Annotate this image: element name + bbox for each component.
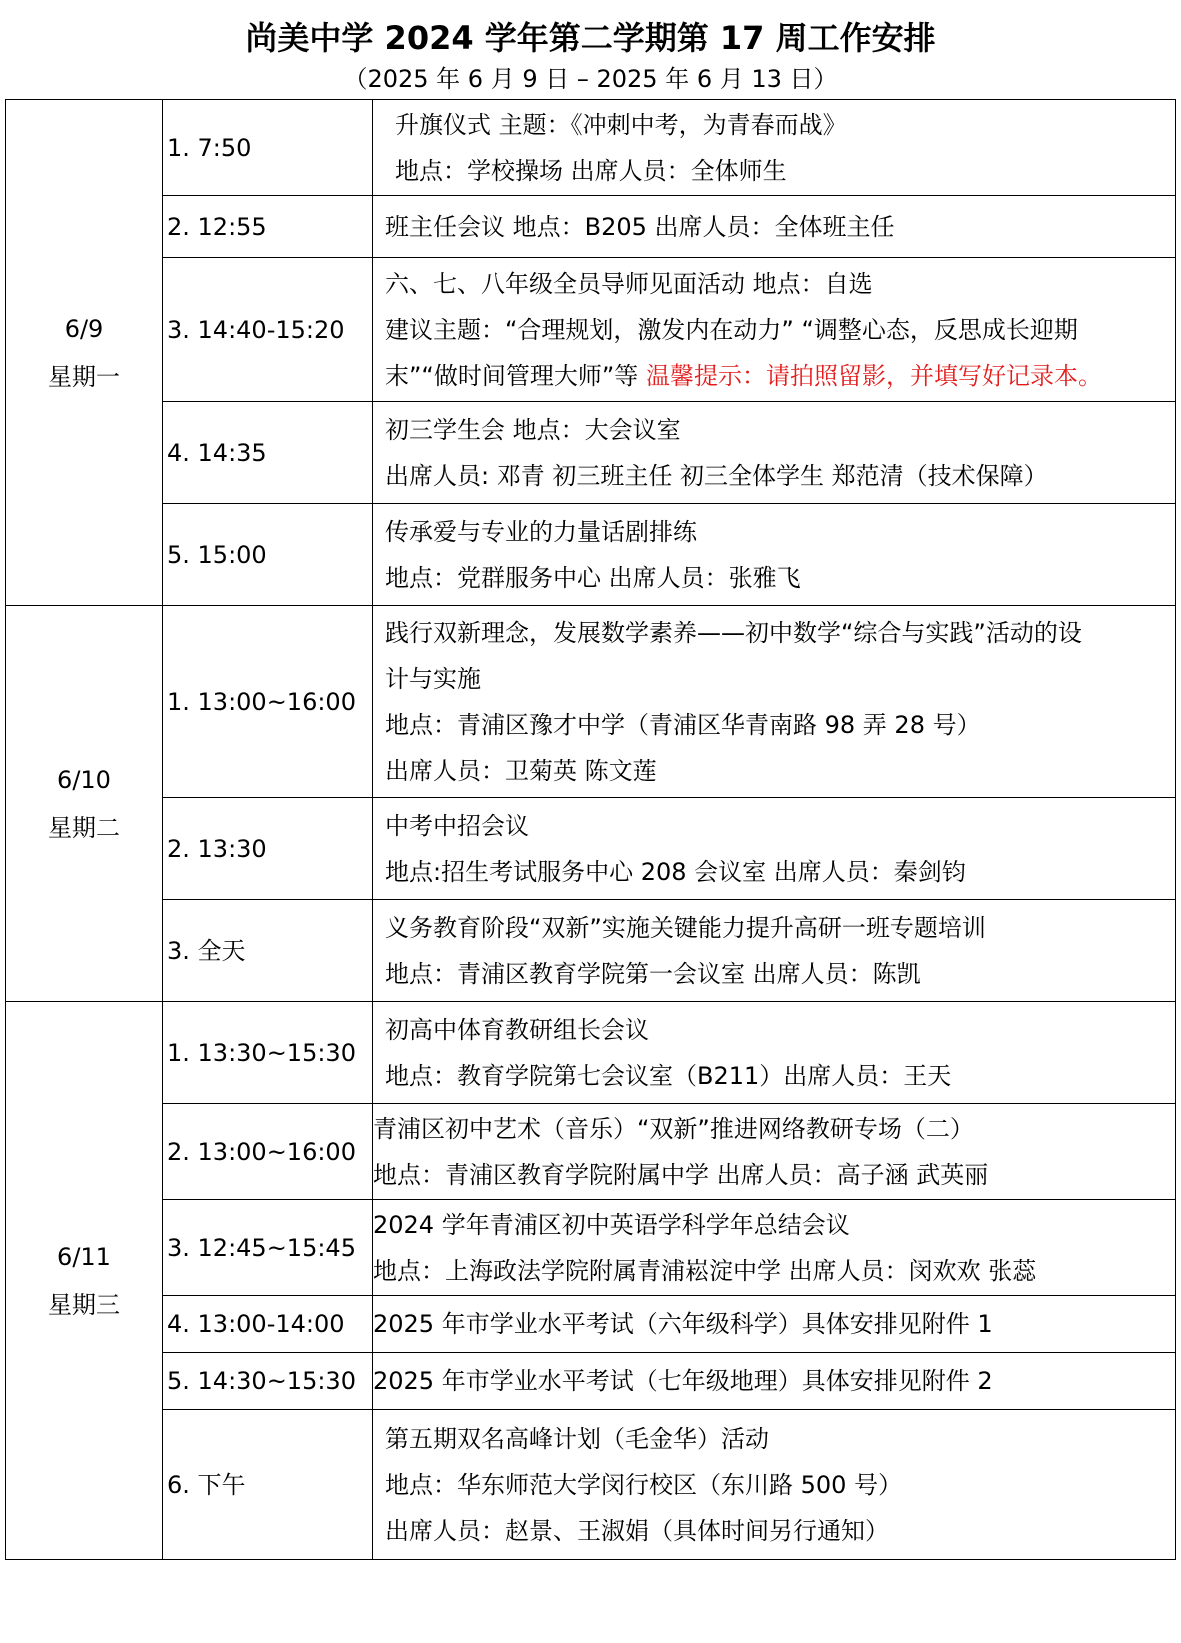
item-content	[373, 1104, 1176, 1200]
content-line: 出席人员：赵景、王淑娟（具体时间另行通知）	[385, 1516, 889, 1545]
content-line: 地点:招生考试服务中心 208 会议室 出席人员：秦剑钧	[385, 857, 966, 886]
item-time: 1. 13:30~15:30	[163, 1002, 373, 1104]
content-line: 2024 学年青浦区初中英语学科学年总结会议	[373, 1210, 850, 1239]
item-content	[373, 1410, 1176, 1560]
table-row	[6, 1002, 1176, 1104]
item-content	[373, 196, 1176, 258]
content-line: 青浦区初中艺术（音乐）“双新”推进网络教研专场（二）	[373, 1114, 974, 1143]
day-cell	[6, 606, 163, 1002]
table-row	[6, 100, 1176, 196]
table-row	[6, 1410, 1176, 1560]
day-date: 6/9	[64, 314, 104, 343]
table-row	[6, 504, 1176, 606]
content-line: 践行双新理念，发展数学素养——初中数学“综合与实践”活动的设	[385, 618, 1082, 647]
content-line: 地点：教育学院第七会议室（B211）出席人员：王天	[385, 1061, 952, 1090]
page-title: 尚美中学 2024 学年第二学期第 17 周工作安排	[245, 19, 936, 57]
table-row	[6, 606, 1176, 798]
content-line: 地点：上海政法学院附属青浦崧淀中学 出席人员：闵欢欢 张蕊	[373, 1256, 1037, 1285]
day-weekday: 星期三	[48, 1290, 120, 1319]
day-weekday: 星期二	[48, 813, 120, 842]
item-time: 3. 12:45~15:45	[163, 1200, 373, 1296]
content-line: 中考中招会议	[385, 811, 529, 840]
schedule-table	[5, 99, 1176, 1560]
item-time: 2. 13:00~16:00	[163, 1104, 373, 1200]
table-row	[6, 1200, 1176, 1296]
content-line: 计与实施	[385, 664, 481, 693]
item-content	[373, 1200, 1176, 1296]
schedule-body	[6, 100, 1176, 1560]
day-cell	[6, 1002, 163, 1560]
content-line: 地点：华东师范大学闵行校区（东川路 500 号）	[385, 1470, 903, 1499]
content-line: 班主任会议 地点：B205 出席人员：全体班主任	[385, 212, 895, 241]
content-line: 义务教育阶段“双新”实施关键能力提升高研一班专题培训	[385, 913, 986, 942]
item-content	[373, 1353, 1176, 1410]
day-weekday: 星期一	[48, 362, 120, 391]
day-date: 6/11	[57, 1242, 111, 1271]
content-line: 传承爱与专业的力量话剧排练	[385, 517, 697, 546]
content-line: 六、七、八年级全员导师见面活动 地点：自选	[385, 269, 873, 298]
day-cell	[6, 100, 163, 606]
table-row	[6, 196, 1176, 258]
item-time: 5. 14:30~15:30	[163, 1353, 373, 1410]
item-time: 5. 15:00	[163, 504, 373, 606]
content-line: 升旗仪式 主题：《冲刺中考，为青春而战》	[395, 110, 847, 139]
item-content	[373, 606, 1176, 798]
item-content	[373, 258, 1176, 402]
item-time: 1. 7:50	[163, 100, 373, 196]
item-content	[373, 1296, 1176, 1353]
table-row	[6, 1296, 1176, 1353]
content-line-with-warning	[385, 353, 1171, 399]
table-row	[6, 798, 1176, 900]
content-line: 末”“做时间管理大师”等	[385, 361, 639, 390]
content-line: 地点：党群服务中心 出席人员：张雅飞	[385, 563, 801, 592]
content-line: 地点：青浦区教育学院第一会议室 出席人员：陈凯	[385, 959, 921, 988]
item-time: 3. 14:40-15:20	[163, 258, 373, 402]
item-time: 4. 13:00-14:00	[163, 1296, 373, 1353]
item-time: 3. 全天	[163, 900, 373, 1002]
item-time: 2. 12:55	[163, 196, 373, 258]
day-date: 6/10	[57, 765, 111, 794]
content-line: 出席人员: 邓青 初三班主任 初三全体学生 郑范清（技术保障）	[385, 461, 1048, 490]
item-content	[373, 900, 1176, 1002]
table-row	[6, 1353, 1176, 1410]
item-content	[373, 1002, 1176, 1104]
table-row	[6, 900, 1176, 1002]
item-content	[373, 100, 1176, 196]
item-time: 2. 13:30	[163, 798, 373, 900]
table-row	[6, 258, 1176, 402]
content-line: 初三学生会 地点：大会议室	[385, 415, 681, 444]
item-content	[373, 798, 1176, 900]
item-time: 4. 14:35	[163, 402, 373, 504]
date-range: （2025 年 6 月 9 日 – 2025 年 6 月 13 日）	[343, 65, 838, 93]
content-line: 2025 年市学业水平考试（六年级科学）具体安排见附件 1	[373, 1310, 993, 1338]
item-time: 6. 下午	[163, 1410, 373, 1560]
content-line: 地点：青浦区豫才中学（青浦区华青南路 98 弄 28 号）	[385, 710, 981, 739]
table-row	[6, 402, 1176, 504]
content-line: 2025 年市学业水平考试（七年级地理）具体安排见附件 2	[373, 1367, 993, 1395]
content-line: 出席人员：卫菊英 陈文莲	[385, 756, 657, 785]
table-row	[6, 1104, 1176, 1200]
item-time: 1. 13:00~16:00	[163, 606, 373, 798]
content-line: 初高中体育教研组长会议	[385, 1015, 649, 1044]
item-content	[373, 402, 1176, 504]
warning-note: 温馨提示：请拍照留影，并填写好记录本。	[645, 361, 1102, 390]
content-line: 第五期双名高峰计划（毛金华）活动	[385, 1424, 769, 1453]
content-line: 地点：学校操场 出席人员：全体师生	[395, 156, 787, 185]
content-line: 地点：青浦区教育学院附属中学 出席人员：高子涵 武英丽	[373, 1160, 989, 1189]
content-line: 建议主题：“合理规划，激发内在动力” “调整心态，反思成长迎期	[385, 315, 1078, 344]
item-content	[373, 504, 1176, 606]
